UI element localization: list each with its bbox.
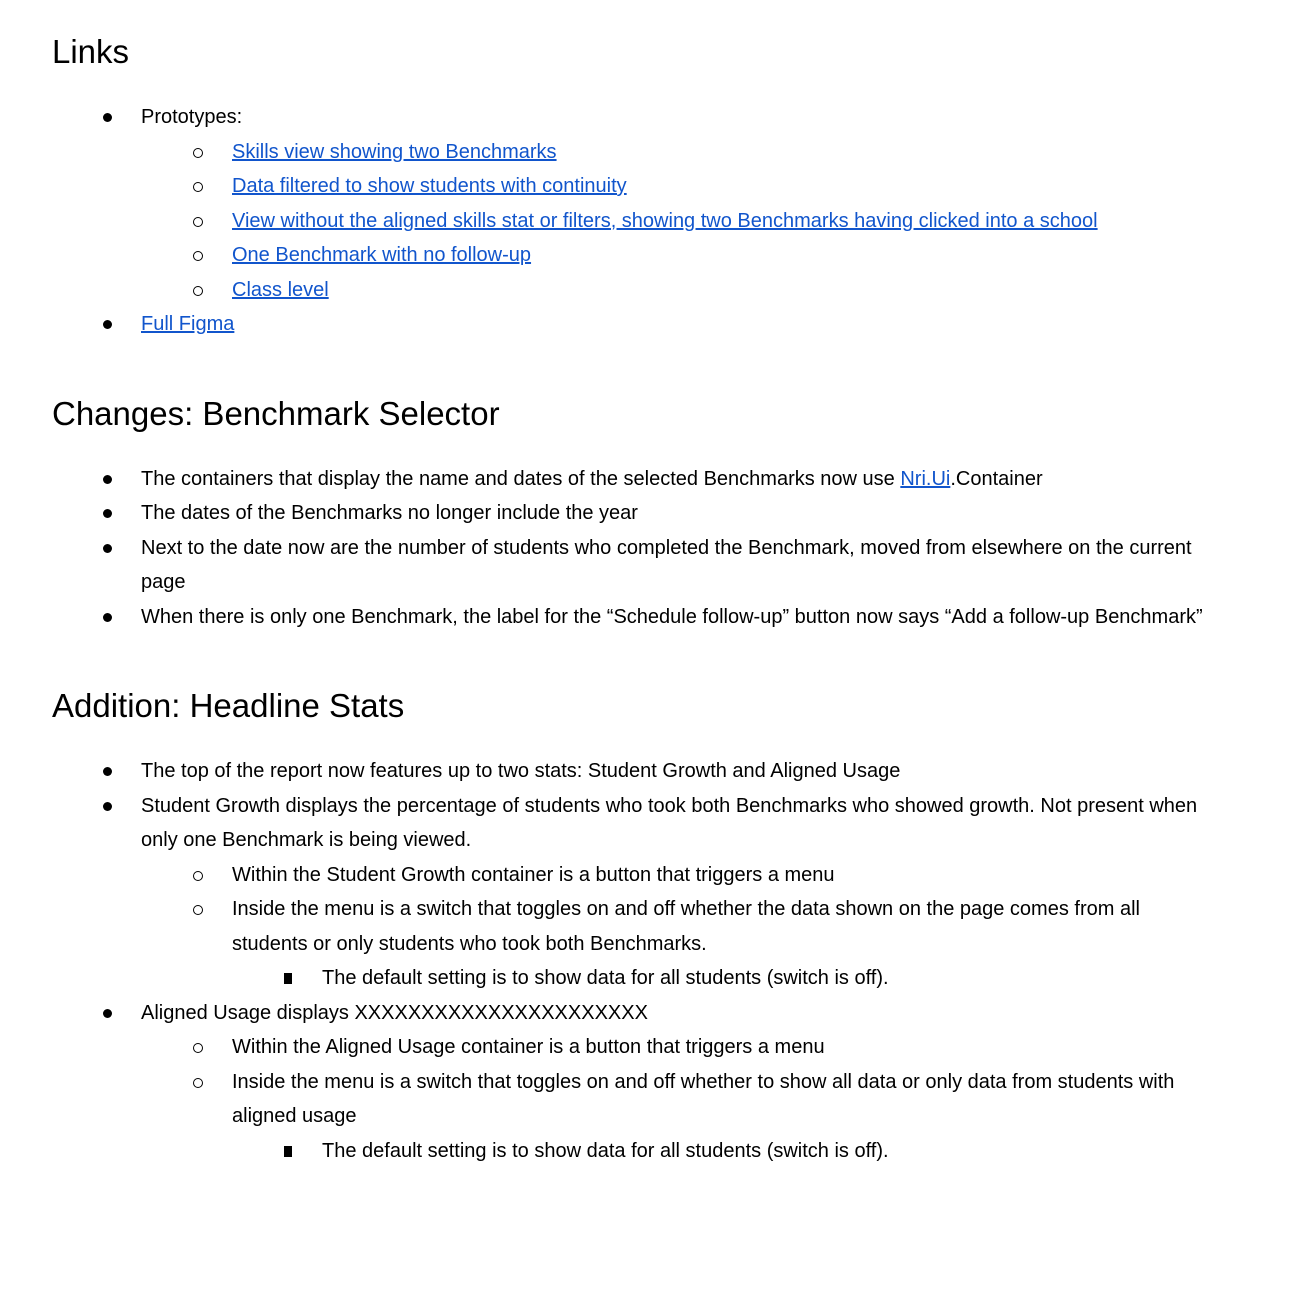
list-item bbox=[0, 462, 1308, 497]
bullet-disc-icon bbox=[103, 475, 112, 484]
list-item-text: .Container bbox=[950, 467, 1043, 490]
list-item bbox=[0, 996, 1308, 1031]
bullet-disc-icon bbox=[103, 544, 112, 553]
list-item-text: Within the Student Growth container is a button that triggers a menu bbox=[232, 863, 835, 886]
link-data-filtered-continuity[interactable]: Data filtered to show students with continuity bbox=[232, 175, 627, 197]
section-addition-headline-stats bbox=[0, 684, 1308, 1168]
list-item bbox=[0, 1030, 1308, 1065]
bullet-circle-icon bbox=[193, 1043, 203, 1053]
list-item bbox=[0, 531, 1308, 600]
section-heading-links: Links bbox=[52, 33, 130, 70]
section-changes-benchmark-selector bbox=[0, 392, 1308, 635]
list-item bbox=[0, 1134, 1308, 1169]
bullet-circle-icon bbox=[193, 286, 203, 296]
list-item bbox=[0, 754, 1308, 789]
bullet-disc-icon bbox=[103, 320, 112, 329]
list-item-text: When there is only one Benchmark, the label for the “Schedule follow-up” button now says “Add a follow-up Benchmark” bbox=[141, 605, 1203, 628]
bullet-circle-icon bbox=[193, 1078, 203, 1088]
list-item bbox=[0, 892, 1308, 961]
list-item-text: Next to the date now are the number of students who completed the Benchmark, moved from elsewhere on the current page bbox=[141, 536, 1192, 593]
bullet-disc-icon bbox=[103, 613, 112, 622]
list-item-text: Student Growth displays the percentage of students who took both Benchmarks who showed growth. Not present when only one Benchmark is being viewed. bbox=[141, 794, 1198, 851]
link-class-level[interactable]: Class level bbox=[232, 278, 329, 301]
bullet-disc-icon bbox=[103, 767, 112, 776]
bullet-circle-icon bbox=[193, 217, 203, 227]
list-item bbox=[0, 961, 1308, 996]
section-heading-changes: Changes: Benchmark Selector bbox=[52, 394, 500, 432]
link-one-benchmark-no-follow-up[interactable]: One Benchmark with no follow-up bbox=[232, 244, 532, 266]
bullet-disc-icon bbox=[103, 1009, 112, 1018]
bullet-disc-icon bbox=[103, 113, 112, 122]
bullet-circle-icon bbox=[193, 871, 203, 881]
list-item-text: The containers that display the name and dates of the selected Benchmarks now use bbox=[141, 467, 901, 490]
bullet-square-icon bbox=[284, 973, 292, 984]
section-heading-addition: Addition: Headline Stats bbox=[52, 687, 405, 724]
list-item-text: Prototypes: bbox=[141, 106, 243, 128]
bullet-disc-icon bbox=[103, 509, 112, 518]
bullet-disc-icon bbox=[103, 802, 112, 811]
addition-list bbox=[0, 754, 1308, 1168]
link-skills-view[interactable]: Skills view showing two Benchmarks bbox=[232, 140, 557, 163]
list-item bbox=[0, 1065, 1308, 1134]
list-item bbox=[0, 135, 1308, 170]
list-item bbox=[0, 100, 1308, 135]
list-item-text: The dates of the Benchmarks no longer include the year bbox=[141, 502, 638, 524]
list-item bbox=[0, 858, 1308, 893]
list-item bbox=[0, 600, 1308, 635]
list-item-text: The default setting is to show data for all students (switch is off). bbox=[322, 1139, 889, 1162]
list-item bbox=[0, 169, 1308, 204]
list-item bbox=[0, 238, 1308, 273]
list-item bbox=[0, 273, 1308, 308]
list-item-text: Inside the menu is a switch that toggles on and off whether to show all data or only data from students with aligned usage bbox=[232, 1070, 1175, 1127]
list-item bbox=[0, 204, 1308, 239]
list-item-text: Within the Aligned Usage container is a button that triggers a menu bbox=[232, 1036, 825, 1058]
bullet-circle-icon bbox=[193, 182, 203, 192]
link-nri-ui[interactable]: Nri.Ui bbox=[900, 467, 951, 490]
links-list bbox=[0, 100, 1308, 342]
changes-list bbox=[0, 462, 1308, 635]
list-item-text: Aligned Usage displays XXXXXXXXXXXXXXXXXXXXXX bbox=[141, 1001, 648, 1024]
list-item-text: The default setting is to show data for all students (switch is off). bbox=[322, 967, 889, 989]
list-item bbox=[0, 307, 1308, 342]
list-item bbox=[0, 496, 1308, 531]
bullet-circle-icon bbox=[193, 905, 203, 915]
link-full-figma[interactable]: Full Figma bbox=[141, 313, 235, 335]
list-item-text: Inside the menu is a switch that toggles on and off whether the data shown on the page comes from all students or only students who took both Benchmarks. bbox=[232, 898, 1140, 955]
bullet-circle-icon bbox=[193, 251, 203, 261]
bullet-square-icon bbox=[284, 1146, 292, 1157]
section-links bbox=[0, 30, 1308, 342]
list-item-text: The top of the report now features up to two stats: Student Growth and Aligned Usage bbox=[141, 760, 901, 782]
link-view-without-aligned-skills[interactable]: View without the aligned skills stat or filters, showing two Benchmarks having clicked into a school bbox=[232, 209, 1098, 232]
list-item bbox=[0, 789, 1308, 858]
bullet-circle-icon bbox=[193, 148, 203, 158]
